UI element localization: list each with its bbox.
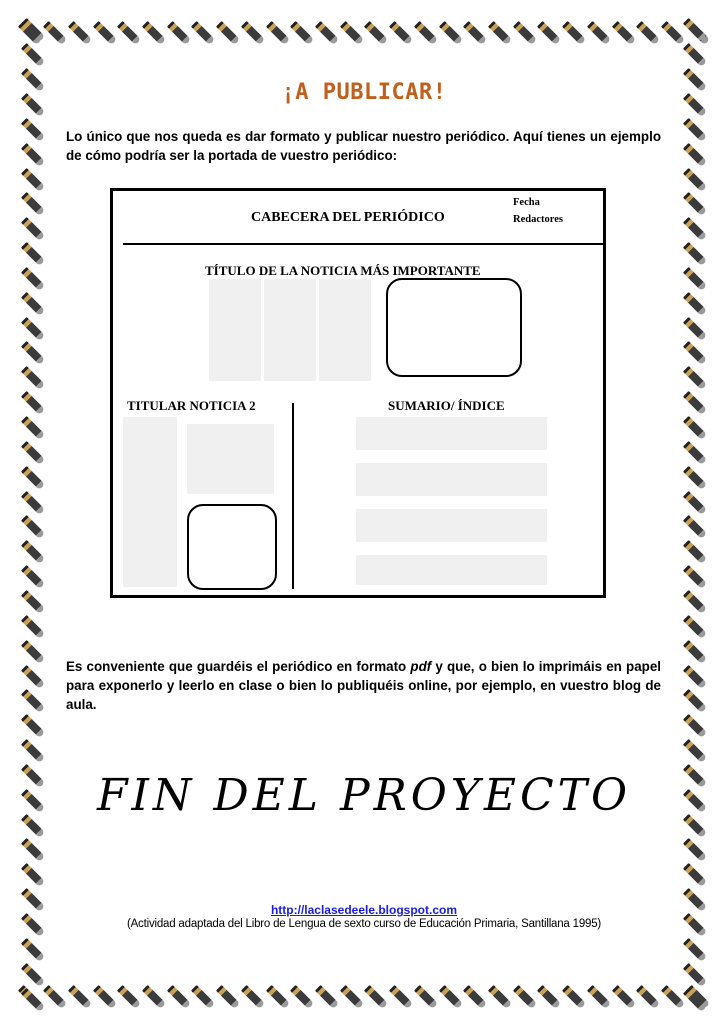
pencil-icon xyxy=(290,21,314,45)
pencil-icon xyxy=(21,391,45,415)
pencil-icon xyxy=(611,21,635,45)
pencil-icon xyxy=(683,491,707,515)
pencil-icon xyxy=(683,341,707,365)
pencil-icon xyxy=(216,21,240,45)
pencil-icon xyxy=(21,192,45,216)
pencil-icon xyxy=(683,963,707,987)
summary-line-2 xyxy=(356,463,547,496)
header-rule xyxy=(123,243,603,245)
pencil-icon xyxy=(389,21,413,45)
pencil-icon xyxy=(587,21,611,45)
pencil-icon xyxy=(488,985,512,1009)
pencil-icon xyxy=(21,143,45,167)
summary-line-4 xyxy=(356,555,547,585)
pencil-icon xyxy=(611,985,635,1009)
pencil-icon xyxy=(414,985,438,1009)
pencil-icon xyxy=(683,366,707,390)
pencil-icon xyxy=(537,21,561,45)
news2-image-box xyxy=(187,504,277,590)
pencil-icon xyxy=(21,441,45,465)
credit-note: (Actividad adaptada del Libro de Lengua de sexto curso de Educación Primaria, Santillana 1995) xyxy=(126,918,602,930)
pencil-icon xyxy=(513,985,537,1009)
pencil-icon xyxy=(315,985,339,1009)
pencil-icon xyxy=(340,985,364,1009)
pencil-icon xyxy=(21,838,45,862)
pencil-icon xyxy=(290,985,314,1009)
pencil-icon xyxy=(340,21,364,45)
pencil-icon xyxy=(216,985,240,1009)
pencil-icon xyxy=(683,540,707,564)
pencil-icon xyxy=(683,416,707,440)
news2-column xyxy=(123,417,177,587)
pencil-icon xyxy=(21,938,45,962)
pencil-icon xyxy=(21,540,45,564)
pencil-icon xyxy=(21,515,45,539)
pencil-icon xyxy=(167,21,191,45)
pencil-icon xyxy=(92,985,116,1009)
pencil-icon xyxy=(683,988,707,1012)
main-image-box xyxy=(386,278,522,377)
pencil-icon xyxy=(683,515,707,539)
news2-block xyxy=(187,424,274,494)
pencil-icon xyxy=(191,985,215,1009)
mockup-editors: Redactores xyxy=(513,214,563,225)
pencil-icon xyxy=(191,21,215,45)
pencil-icon xyxy=(21,714,45,738)
pencil-icon xyxy=(683,590,707,614)
newspaper-mockup xyxy=(110,188,606,598)
blog-link[interactable]: http://laclasedeele.blogspot.com xyxy=(270,903,458,917)
pencil-icon xyxy=(683,938,707,962)
pencil-icon xyxy=(92,21,116,45)
pencil-icon xyxy=(537,985,561,1009)
main-column-3 xyxy=(319,279,371,381)
pencil-icon xyxy=(21,689,45,713)
pencil-icon xyxy=(21,491,45,515)
main-column-2 xyxy=(264,279,316,381)
mockup-main-title: TÍTULO DE LA NOTICIA MÁS IMPORTANTE xyxy=(205,263,481,278)
pencil-icon xyxy=(117,985,141,1009)
summary-line-1 xyxy=(356,417,547,450)
page-title: ¡A PUBLICAR! xyxy=(281,80,447,105)
mockup-headline-2: TITULAR NOTICIA 2 xyxy=(127,398,256,413)
pencil-icon xyxy=(683,267,707,291)
pencil-icon xyxy=(21,341,45,365)
pencil-icon xyxy=(438,985,462,1009)
pencil-icon xyxy=(21,292,45,316)
pencil-icon xyxy=(414,21,438,45)
pencil-icon xyxy=(463,21,487,45)
intro-paragraph: Lo único que nos queda es dar formato y publicar nuestro periódico. Aquí tienes un ejemplo de cómo podría ser la portada de vuestro periódico: xyxy=(66,129,661,163)
pencil-icon xyxy=(683,615,707,639)
pencil-icon xyxy=(488,21,512,45)
project-end-title: FIN DEL PROYECTO xyxy=(96,770,632,821)
pencil-icon xyxy=(683,118,707,142)
pencil-border-left xyxy=(18,18,48,1012)
pencil-icon xyxy=(683,863,707,887)
pencil-icon xyxy=(21,366,45,390)
pencil-border-bottom xyxy=(18,982,710,1012)
pencil-icon xyxy=(21,167,45,191)
pencil-icon xyxy=(21,317,45,341)
pencil-icon xyxy=(21,963,45,987)
pencil-icon xyxy=(683,441,707,465)
pencil-icon xyxy=(636,985,660,1009)
pencil-icon xyxy=(683,466,707,490)
pencil-icon xyxy=(21,590,45,614)
pencil-icon xyxy=(683,242,707,266)
pencil-icon xyxy=(364,21,388,45)
pencil-icon xyxy=(562,21,586,45)
pencil-icon xyxy=(683,217,707,241)
pencil-icon xyxy=(683,838,707,862)
pencil-icon xyxy=(21,988,45,1012)
pencil-icon xyxy=(683,143,707,167)
mockup-summary: SUMARIO/ ÍNDICE xyxy=(388,398,505,413)
pencil-icon xyxy=(315,21,339,45)
pencil-icon xyxy=(142,21,166,45)
pencil-icon xyxy=(683,640,707,664)
pencil-icon xyxy=(167,985,191,1009)
pencil-icon xyxy=(683,317,707,341)
pencil-icon xyxy=(683,167,707,191)
pencil-icon xyxy=(117,21,141,45)
pencil-icon xyxy=(683,565,707,589)
pencil-icon xyxy=(683,43,707,67)
pencil-icon xyxy=(241,21,265,45)
pencil-icon xyxy=(683,192,707,216)
pencil-icon xyxy=(389,985,413,1009)
pencil-icon xyxy=(21,242,45,266)
pencil-icon xyxy=(21,43,45,67)
pencil-icon xyxy=(241,985,265,1009)
pencil-icon xyxy=(21,640,45,664)
pencil-icon xyxy=(438,21,462,45)
pencil-icon xyxy=(21,565,45,589)
pencil-icon xyxy=(683,714,707,738)
pencil-icon xyxy=(562,985,586,1009)
pencil-icon xyxy=(21,18,45,42)
main-column-1 xyxy=(209,279,261,381)
pencil-icon xyxy=(683,18,707,42)
pencil-icon xyxy=(463,985,487,1009)
pencil-icon xyxy=(21,416,45,440)
pencil-icon xyxy=(683,739,707,763)
closing-paragraph: Es conveniente que guardéis el periódico en formato pdf y que, o bien lo imprimáis en papel para exponerlo y leerlo en clase o bien lo publiquéis online, por ejemplo, en vuestro blog de aula. xyxy=(66,659,662,712)
pencil-icon xyxy=(68,985,92,1009)
pencil-icon xyxy=(587,985,611,1009)
pencil-border-top xyxy=(18,18,710,48)
pencil-icon xyxy=(683,391,707,415)
pencil-icon xyxy=(21,739,45,763)
pencil-icon xyxy=(68,21,92,45)
pencil-icon xyxy=(21,217,45,241)
pencil-icon xyxy=(265,21,289,45)
pencil-icon xyxy=(683,689,707,713)
pencil-border-right xyxy=(680,18,710,1012)
pencil-icon xyxy=(21,466,45,490)
mockup-date: Fecha xyxy=(513,197,540,208)
pencil-icon xyxy=(142,985,166,1009)
pencil-icon xyxy=(21,615,45,639)
pencil-icon xyxy=(21,118,45,142)
summary-line-3 xyxy=(356,509,547,542)
pencil-icon xyxy=(364,985,388,1009)
pencil-icon xyxy=(636,21,660,45)
pencil-icon xyxy=(21,863,45,887)
mockup-header: CABECERA DEL PERIÓDICO xyxy=(251,210,445,225)
pencil-icon xyxy=(21,267,45,291)
pencil-icon xyxy=(683,664,707,688)
column-divider xyxy=(292,403,294,589)
pencil-icon xyxy=(265,985,289,1009)
pencil-icon xyxy=(683,292,707,316)
pencil-icon xyxy=(21,664,45,688)
pencil-icon xyxy=(513,21,537,45)
